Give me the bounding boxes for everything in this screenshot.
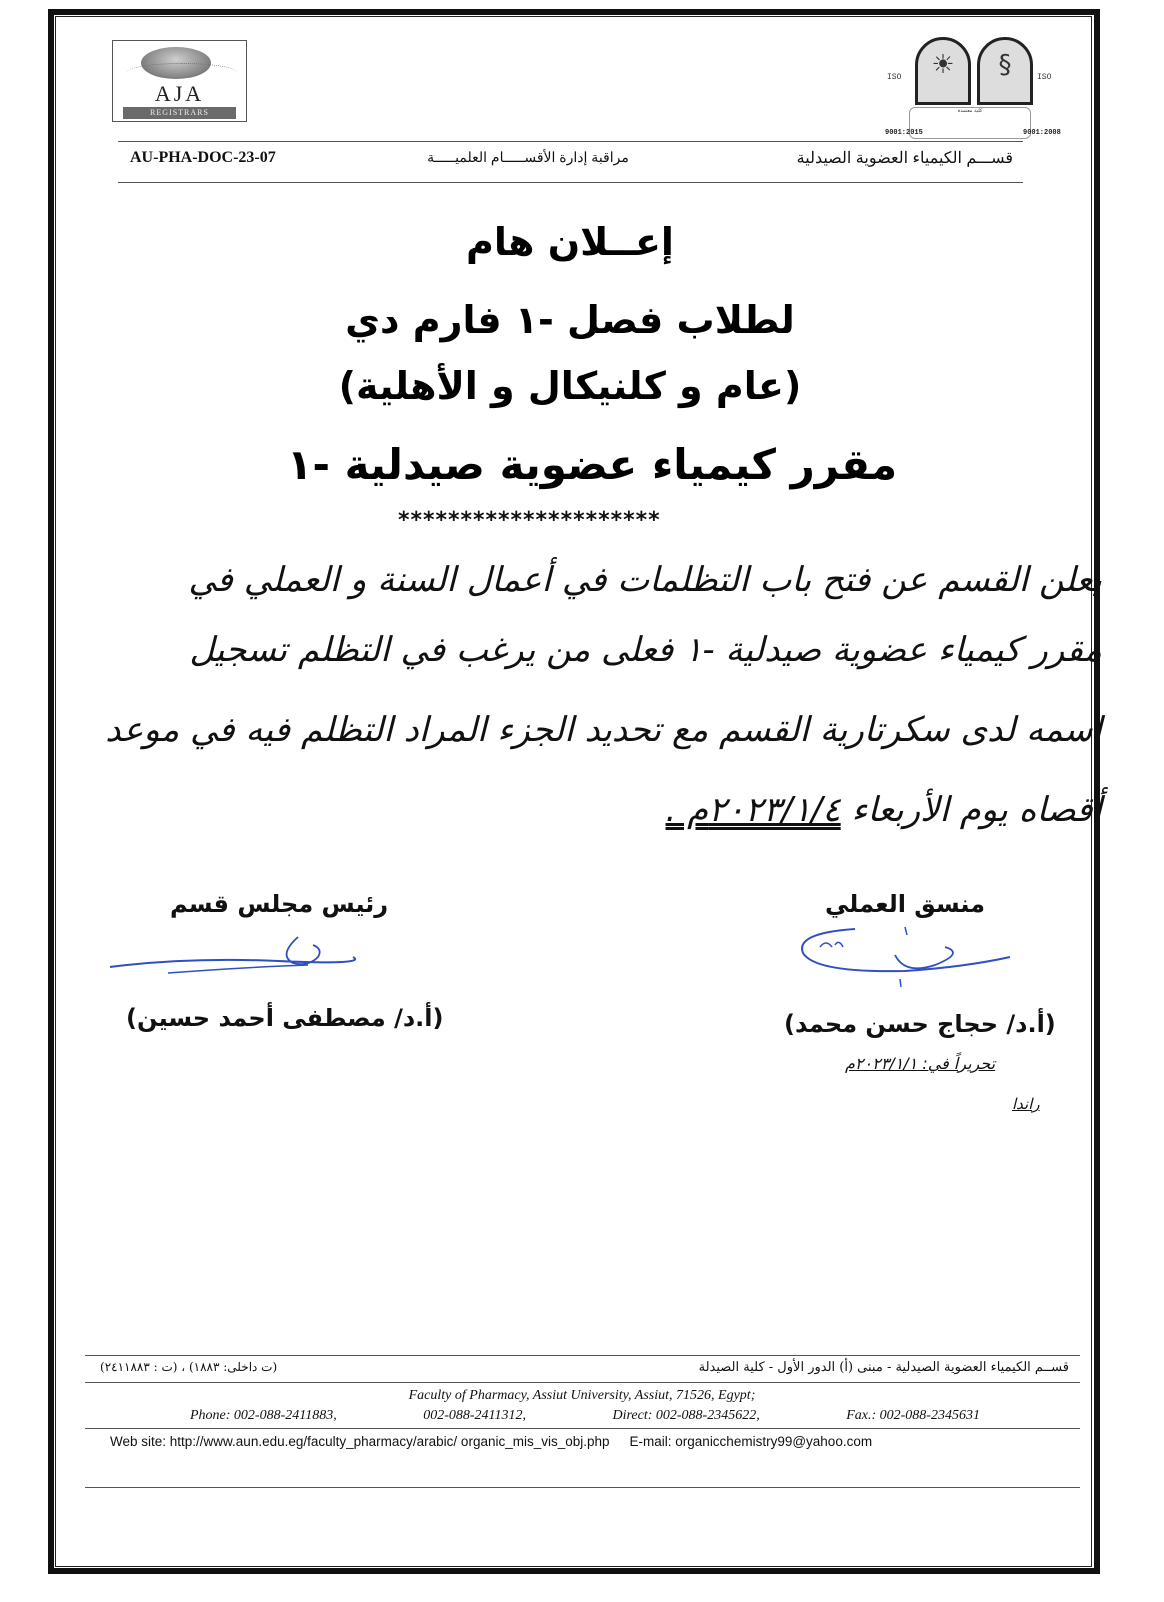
footer-address-arabic: قســم الكيمياء العضوية الصيدلية - مبنى (أ) الدور الأول - كلية الصيدلة [698,1360,1069,1375]
body-line-3: اسمه لدى سكرتارية القسم مع تحديد الجزء المراد التظلم فيه في موعد [105,710,1102,750]
footer-fax: Fax.: 002-088-2345631 [846,1408,980,1423]
deadline-prefix: أقصاه يوم الأربعاء [840,790,1102,830]
assiut-university-emblem [915,37,971,105]
footer-phone: Phone: 002-088-2411883, [190,1408,337,1423]
body-line-4 [666,790,1102,830]
footer-rule-3 [85,1428,1080,1429]
footer-web-email [110,1434,872,1449]
university-faculty-logo [885,33,1061,141]
aja-logo-text: AJA [154,81,205,106]
announcement-course: مقرر كيمياء عضوية صيدلية -١ [286,440,898,489]
footer-phones-arabic: (ت داخلى: ١٨٨٣) ، (ت : ٢٤١١٨٨٣) [100,1360,278,1374]
department-council-head-title: رئيس مجلس قسم [170,890,389,918]
footer-website: Web site: http://www.aun.edu.eg/faculty_pharmacy/arabic/ organic_mis_vis_obj.php [110,1434,610,1449]
lab-coordinator-title: منسق العملي [825,890,986,918]
footer-rule-4 [85,1487,1080,1488]
deadline-date: ٢٠٢٣/١/٤م . [665,790,841,830]
orbit-ring-icon [127,63,237,82]
snake-bowl-icon: § [998,50,1012,80]
department-council-head-name: (أ.د/ مصطفى أحمد حسين) [126,1004,444,1032]
header-rule-top [118,141,1023,142]
announcement-audience: لطلاب فصل -١ فارم دي [345,298,795,342]
pharmacy-faculty-emblem [977,37,1033,105]
iso-label-left: ISO [887,73,902,82]
announcement-programs: (عام و كلنيكال و الأهلية) [338,364,802,408]
announcement-title: إعــلان هام [466,220,674,264]
footer-address-english: Faculty of Pharmacy, Assiut University, Assiut, 71526, Egypt; [408,1388,756,1403]
body-line-2: مقرر كيمياء عضوية صيدلية -١ فعلى من يرغب في التظلم تسجيل [189,630,1102,670]
written-on-date: تحريراً في: ٢٠٢٣/١/١م [845,1054,996,1073]
signature-right [795,925,1025,995]
aja-registrars-logo [112,40,247,122]
iso-label-right: ISO [1037,73,1052,82]
iso-number-left: 9001:2015 [885,129,923,137]
lab-coordinator-name: (أ.د/ حجاج حسن محمد) [784,1010,1056,1038]
separator-stars: ********************* [398,508,661,533]
footer-rule-1 [85,1355,1080,1356]
footer-phone-2: 002-088-2411312, [423,1408,526,1423]
header-rule-bottom [118,182,1023,183]
footer-contact-numbers [190,1408,980,1424]
accreditation-caption: كلية معتمدة [909,107,1031,139]
iso-number-right: 9001:2008 [1023,129,1061,137]
aja-logo-subtitle: REGISTRARS [123,107,236,119]
footer-direct: Direct: 002-088-2345622, [612,1408,760,1423]
document-header-row [118,148,1023,172]
body-line-1: يعلن القسم عن فتح باب التظلمات في أعمال السنة و العملي في [188,560,1102,600]
header-center-text: مراقبة إدارة الأقســـــام العلميـــــة [427,149,629,165]
typist-initials: راندا [1012,1095,1040,1113]
signature-left [108,935,368,980]
department-name: قســـم الكيمياء العضوية الصيدلية [796,150,1013,167]
footer-rule-2 [85,1382,1080,1383]
footer-email: E-mail: organicchemistry99@yahoo.com [629,1434,873,1449]
document-code: AU-PHA-DOC-23-07 [130,149,276,166]
sun-emblem-icon: ☀ [931,50,955,80]
